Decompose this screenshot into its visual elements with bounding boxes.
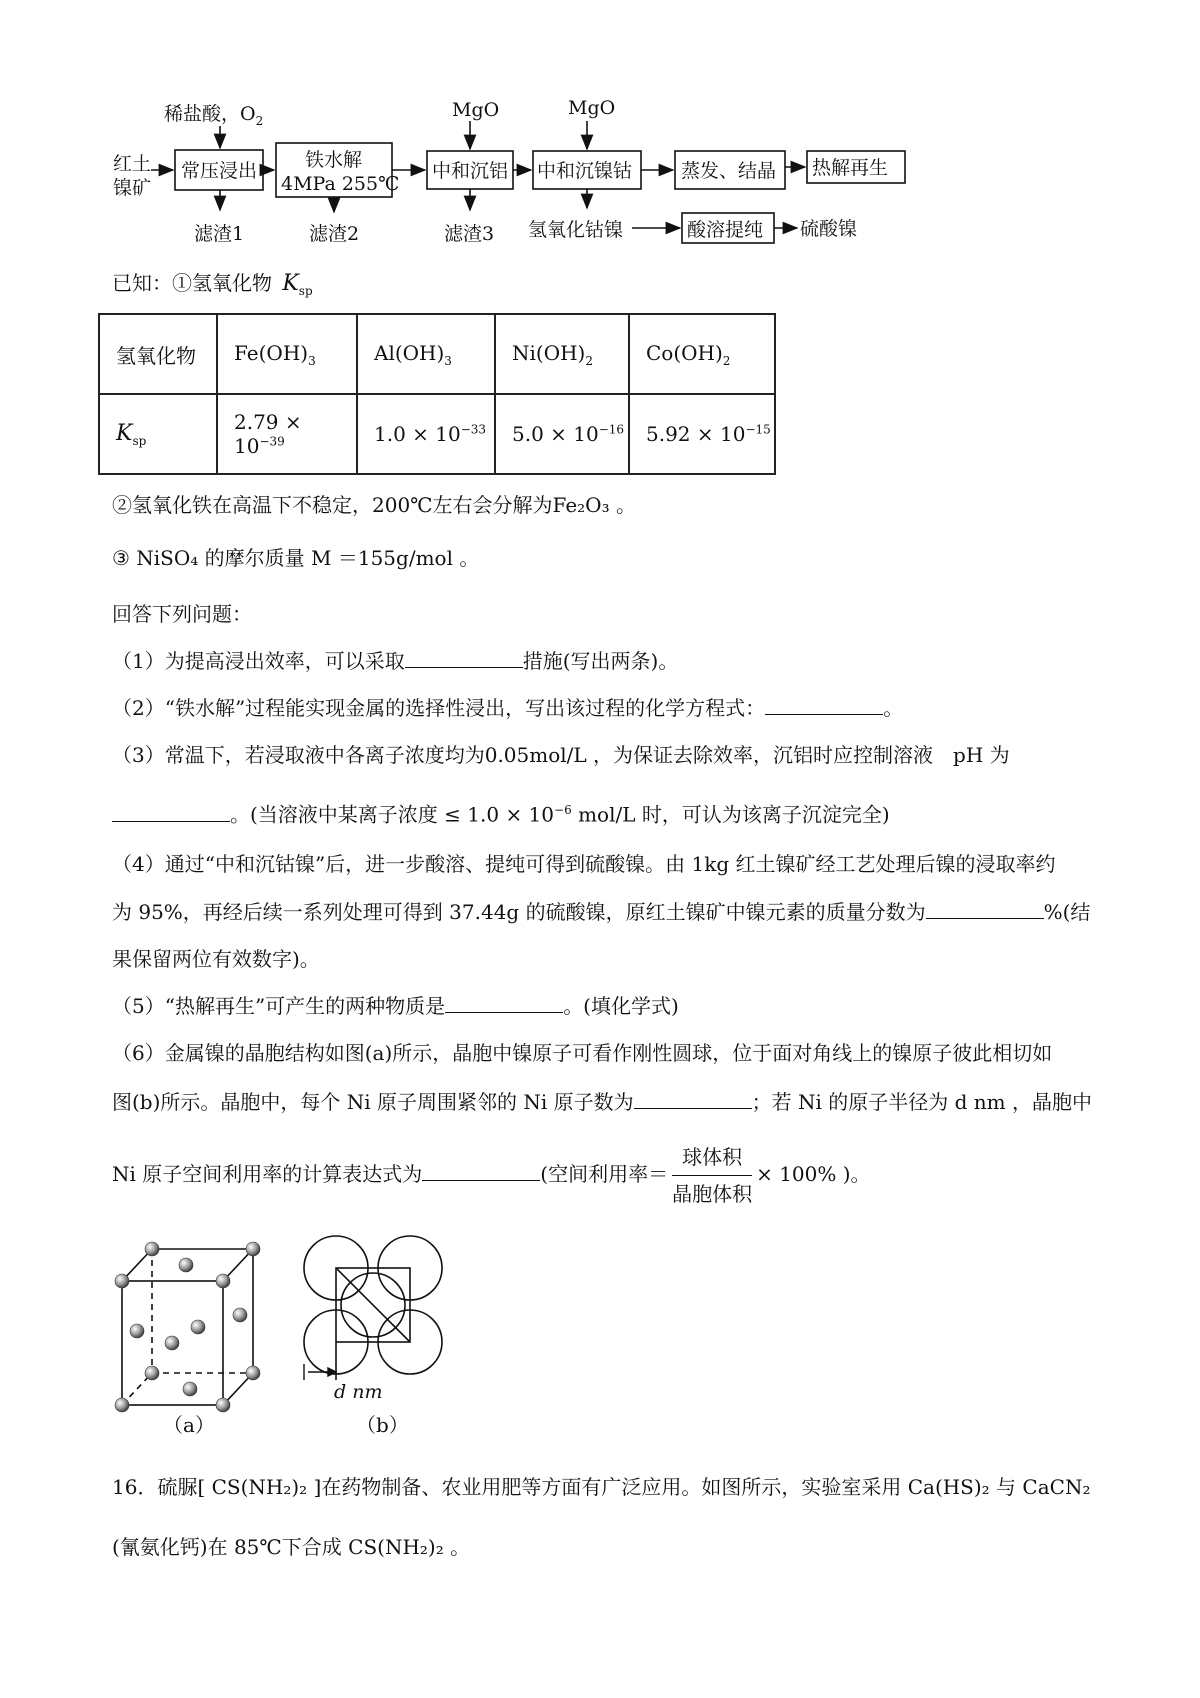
table-cell: $1.0 \times 10^{-33}$ <box>357 394 495 474</box>
answer-blank[interactable] <box>765 696 883 715</box>
table-cell: $Ni(OH)_2$ <box>495 314 629 394</box>
flow-box4-label: 中和沉镍钴 <box>537 160 633 182</box>
ksp-table <box>98 313 776 475</box>
fcc-unit-cell-figure-a <box>100 1235 280 1435</box>
flow-input-line2: 镍矿 <box>113 177 152 199</box>
known-3: ③ NiSO₄ 的摩尔质量 M ＝155g/mol 。 <box>112 546 480 570</box>
table-cell: $Fe(OH)_3$ <box>217 314 357 394</box>
flow-product: 硫酸镍 <box>800 218 858 240</box>
question-4-line2: 为 95%，再经后续一系列处理可得到 37.44g 的硫酸镍，原红土镍矿中镍元素的质量分数为 %(结 <box>112 900 1091 924</box>
answer-blank[interactable] <box>422 1162 540 1181</box>
known-2: ②氢氧化铁在高温下不稳定，200℃左右会分解为Fe₂O₃ 。 <box>112 493 636 517</box>
table-cell: $5.0 \times 10^{-16}$ <box>495 394 629 474</box>
flow-residue-2: 滤渣2 <box>309 223 360 245</box>
table-row <box>99 314 775 394</box>
flow-reagent-mgo-1: MgO <box>452 99 500 121</box>
known-1-text: 已知：①氢氧化物 <box>112 271 272 295</box>
table-cell: $2.79 \times 10^{-39}$ <box>217 394 357 474</box>
answer-prompt: 回答下列问题： <box>112 602 252 626</box>
answer-blank[interactable] <box>634 1090 752 1109</box>
flow-box2-label1: 铁水解 <box>305 149 363 171</box>
question-6: （6）金属镍的晶胞结构如图(a)所示，晶胞中镍原子可看作刚性圆球，位于面对角线上的镍原子彼此相切如 <box>112 1041 1053 1065</box>
question-4-line3: 果保留两位有效数字)。 <box>112 947 320 971</box>
flow-reagent-acid: 稀盐酸，$O_2$ <box>164 103 264 128</box>
flow-residue-3: 滤渣3 <box>444 223 495 245</box>
answer-blank[interactable] <box>445 994 563 1013</box>
question-3-cont: 。(当溶液中某离子浓度 ≤ $1.0 \times 10^{-6}$ mol/L 时，可认为该离子沉淀完全) <box>112 797 890 828</box>
question-16-line2: (氰氨化钙)在 85℃下合成 CS(NH₂)₂ 。 <box>112 1535 471 1559</box>
answer-blank[interactable] <box>405 649 523 668</box>
figure-b-dimension: d nm <box>334 1381 383 1403</box>
flow-box6-label: 热解再生 <box>812 157 889 179</box>
flow-box1-label: 常压浸出 <box>181 160 258 182</box>
table-cell: 氢氧化物 <box>99 314 217 394</box>
question-6-line2: 图(b)所示。晶胞中，每个 Ni 原子周围紧邻的 Ni 原子数为 ；若 Ni 的原子半径为 d nm ，晶胞中 <box>112 1090 1092 1114</box>
question-1: （1）为提高浸出效率，可以采取 措施(写出两条)。 <box>112 649 679 673</box>
figure-a-label: （a） <box>163 1413 215 1437</box>
table-cell: $K_{sp}$ <box>99 394 217 474</box>
known-1: 已知：①氢氧化物 $K_{sp}$ <box>112 271 313 298</box>
table-cell: $5.92 \times 10^{-15}$ <box>629 394 775 474</box>
question-2: （2）“铁水解”过程能实现金属的选择性浸出，写出该过程的化学方程式： 。 <box>112 696 904 720</box>
question-4: （4）通过“中和沉钴镍”后，进一步酸溶、提纯可得到硫酸镍。由 1kg 红土镍矿经工艺处理后镍的浸取率约 <box>112 852 1056 876</box>
flow-reagent-mgo-2: MgO <box>568 97 616 119</box>
process-flow-diagram <box>0 0 1200 260</box>
question-5: （5）“热解再生”可产生的两种物质是 。(填化学式) <box>112 994 679 1018</box>
flow-box3-label: 中和沉铝 <box>432 160 509 182</box>
figure-b-label: （b） <box>356 1413 409 1437</box>
table-row <box>99 394 775 474</box>
flow-box2-label2: 4MPa 255℃ <box>281 173 400 195</box>
flow-box5-label: 蒸发、结晶 <box>681 160 777 182</box>
question-3: （3）常温下，若浸取液中各离子浓度均为0.05mol/L ，为保证去除效率，沉铝时应控制溶液 pH 为 <box>112 743 1010 767</box>
answer-blank[interactable] <box>112 803 230 822</box>
table-cell: $Al(OH)_3$ <box>357 314 495 394</box>
question-16: 16．硫脲[ CS(NH₂)₂ ]在药物制备、农业用肥等方面有广泛应用。如图所示，实验室采用 Ca(HS)₂ 与 CaCN₂ <box>112 1475 1091 1499</box>
flow-box7-label: 酸溶提纯 <box>687 219 764 241</box>
question-6-line3: Ni 原子空间利用率的计算表达式为 (空间利用率＝ $\frac{\text{球体积}}{\text{晶胞体积}}$ × 100% )。 <box>112 1142 871 1209</box>
table-cell: $Co(OH)_2$ <box>629 314 775 394</box>
utilization-fraction: $\frac{\text{球体积}}{\text{晶胞体积}}$ <box>672 1142 752 1209</box>
flow-residue-1: 滤渣1 <box>194 223 245 245</box>
answer-blank[interactable] <box>926 900 1044 919</box>
flow-input-line1: 红土 <box>113 153 152 175</box>
flow-byproduct: 氢氧化钴镍 <box>528 219 624 241</box>
